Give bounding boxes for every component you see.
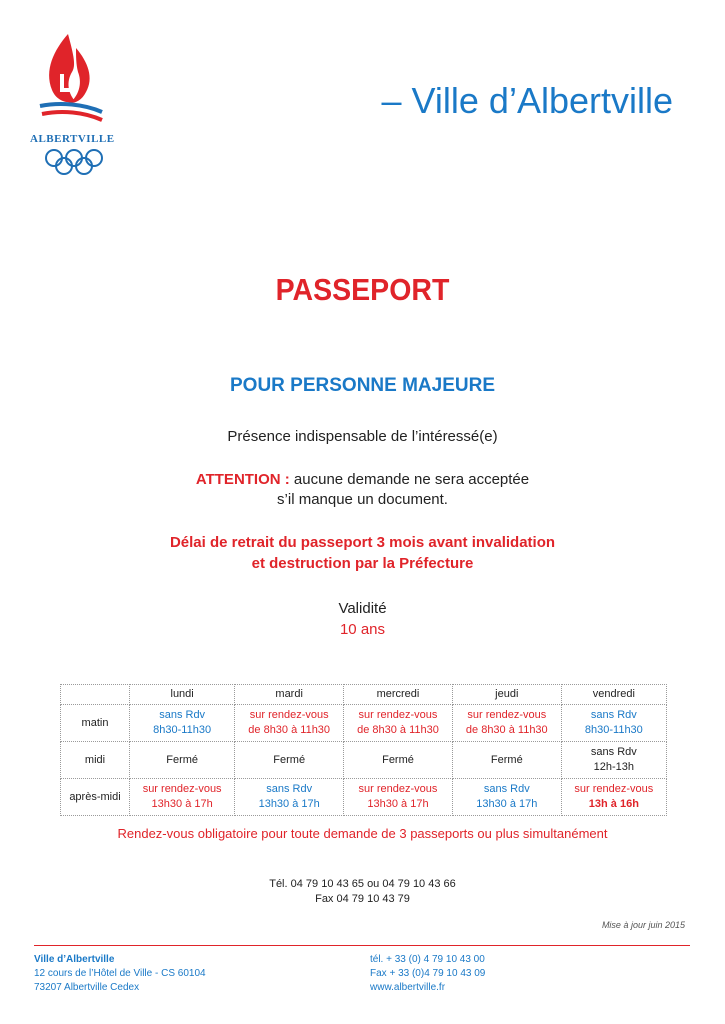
contact-fax: Fax 04 79 10 43 79 (315, 893, 410, 905)
table-row (61, 742, 667, 779)
cell-line2: 13h30 à 17h (258, 798, 320, 810)
cell-line1: sur rendez-vous (574, 783, 654, 795)
schedule-cell (452, 742, 561, 779)
footer-address2: 73207 Albertville Cedex (34, 982, 140, 993)
cell-line1: sans Rdv (159, 709, 206, 721)
day-header: mercredi (344, 685, 453, 705)
city-title: – Ville d’Albertville (381, 80, 673, 121)
cell-line1: Fermé (382, 753, 414, 766)
validite-value: 10 ans (339, 621, 386, 638)
cell-line1: sur rendez-vous (358, 709, 438, 721)
schedule-cell (235, 742, 344, 779)
cell-line2: 13h30 à 17h (367, 798, 429, 810)
olympic-rings-icon (44, 148, 104, 176)
schedule-cell (130, 705, 235, 742)
row-label: matin (61, 705, 130, 742)
footer-tel: tél. + 33 (0) 4 79 10 43 00 (370, 954, 485, 965)
table-row (61, 779, 667, 816)
delai-notice (0, 532, 725, 574)
logo-wordmark: ALBERTVILLE (30, 133, 115, 145)
attention-line2: s’il manque un document. (277, 491, 448, 508)
cell-line1: Fermé (273, 753, 306, 766)
schedule-cell (452, 705, 561, 742)
cell-line1: sans Rdv (266, 783, 313, 795)
cell-line2: de 8h30 à 11h30 (357, 724, 439, 736)
opening-hours-table (60, 684, 667, 816)
schedule-cell (561, 742, 666, 779)
cell-line2: 8h30-11h30 (584, 724, 643, 736)
attention-notice (0, 470, 725, 510)
albertville-logo (30, 30, 120, 180)
schedule-cell (561, 705, 666, 742)
footer-divider (34, 945, 690, 946)
schedule-cell (235, 705, 344, 742)
footer-contact (370, 953, 485, 995)
cell-line2: 13h30 à 17h (476, 798, 538, 810)
delai-line1: Délai de retrait du passeport 3 mois avant invalidation (169, 534, 556, 551)
footer-address (34, 953, 206, 995)
update-date: Mise à jour juin 2015 (601, 920, 685, 930)
olympic-flame-icon (30, 30, 112, 130)
cell-line1: Fermé (166, 753, 199, 766)
schedule-cell (235, 779, 344, 816)
day-header: jeudi (452, 685, 561, 705)
cell-line1: sur rendez-vous (142, 783, 222, 795)
table-corner-cell (61, 685, 130, 705)
cell-line1: sans Rdv (590, 746, 637, 758)
row-label: après-midi (61, 779, 130, 816)
cell-line1: sans Rdv (590, 709, 637, 721)
schedule-cell (344, 705, 453, 742)
cell-line2: de 8h30 à 11h30 (248, 724, 331, 736)
day-header: vendredi (561, 685, 666, 705)
footer-address1: 12 cours de l’Hôtel de Ville - CS 60104 (34, 968, 206, 979)
cell-line1: sur rendez-vous (467, 709, 547, 721)
row-label: midi (61, 742, 130, 779)
schedule-cell (561, 779, 666, 816)
contact-tel: Tél. 04 79 10 43 65 ou 04 79 10 43 66 (269, 878, 456, 890)
cell-line2: 8h30-11h30 (153, 724, 212, 736)
cell-line1: sans Rdv (483, 783, 530, 795)
cell-line1: sur rendez-vous (249, 709, 329, 721)
footer-name: Ville d’Albertville (34, 954, 115, 965)
table-row (61, 705, 667, 742)
rdv-obligatoire-note: Rendez-vous obligatoire pour toute demande de 3 passeports ou plus simultanément (117, 826, 608, 841)
validite-block (0, 598, 725, 640)
footer-website-link[interactable]: www.albertville.fr (370, 982, 446, 993)
schedule-cell (344, 779, 453, 816)
cell-line2: de 8h30 à 11h30 (465, 724, 548, 736)
presence-notice: Présence indispensable de l’intéressé(e) (227, 428, 498, 445)
day-header: lundi (130, 685, 235, 705)
cell-line2: 13h à 16h (588, 798, 639, 810)
cell-line1: sur rendez-vous (358, 783, 438, 795)
schedule-cell (452, 779, 561, 816)
schedule-cell (130, 742, 235, 779)
page-subtitle: POUR PERSONNE MAJEURE (230, 375, 495, 396)
schedule-cell (130, 779, 235, 816)
page-title: PASSEPORT (275, 272, 450, 307)
attention-line1: aucune demande ne sera acceptée (289, 471, 530, 488)
table-header-row (61, 685, 667, 705)
validite-label: Validité (338, 600, 387, 617)
day-header: mardi (235, 685, 344, 705)
cell-line1: Fermé (490, 753, 523, 766)
delai-line2: et destruction par la Préfecture (251, 555, 474, 572)
cell-line2: 12h-13h (593, 761, 635, 773)
attention-label: ATTENTION : (195, 471, 290, 488)
cell-line2: 13h30 à 17h (151, 798, 213, 810)
contact-block (0, 877, 725, 907)
schedule-cell (344, 742, 453, 779)
footer-fax: Fax + 33 (0)4 79 10 43 09 (370, 968, 486, 979)
